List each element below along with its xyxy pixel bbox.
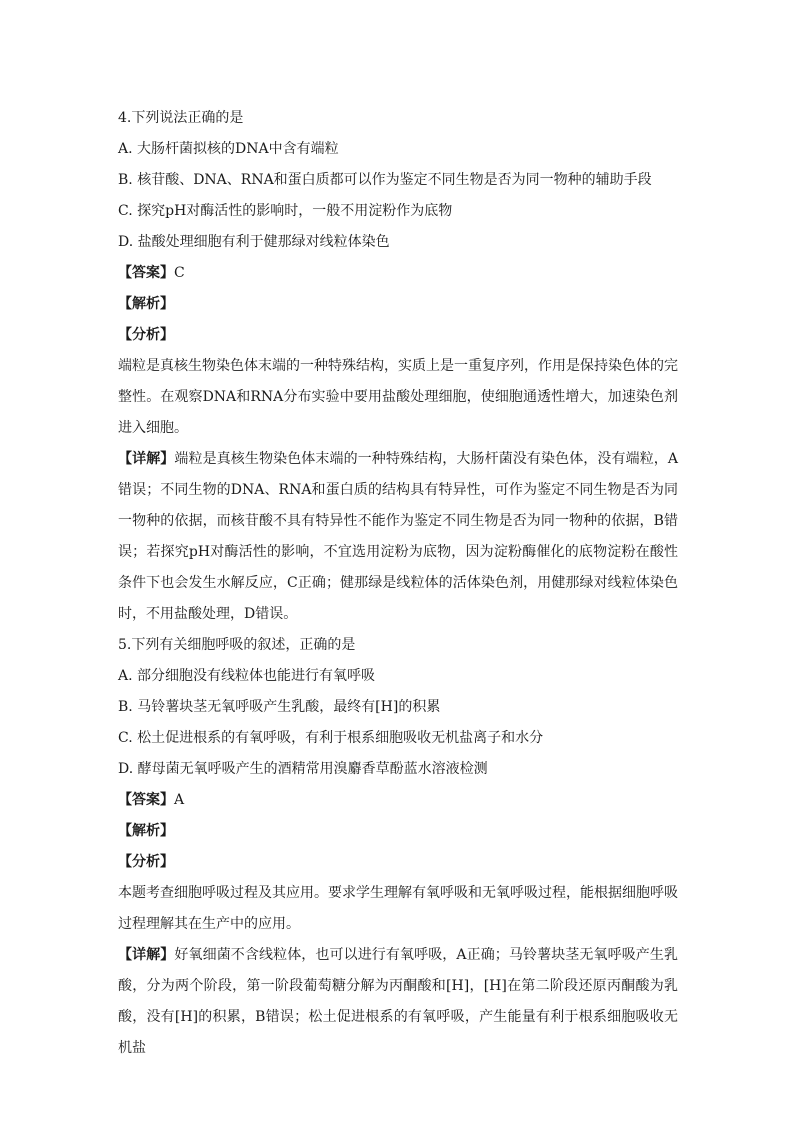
answer-label: 【答案】 [118,265,174,281]
question-4-stem: 4.下列说法正确的是 [118,110,244,126]
answer-value: C [174,265,185,281]
question-4-detail [118,444,678,630]
question-4-option-a: A. 大肠杆菌拟核的DNA中含有端粒 [118,141,339,157]
document-content [118,103,678,1064]
question-5-fenxi-text: 本题考查细胞呼吸过程及其应用。要求学生理解有氧呼吸和无氧呼吸过程，能根据细胞呼吸过程理解其在生产中的应用。 [118,885,678,932]
question-5-answer [118,785,678,816]
answer-value: A [174,792,185,808]
question-5-detail [118,940,678,1064]
question-5-stem: 5.下列有关细胞呼吸的叙述，正确的是 [118,637,356,653]
question-5-option-a: A. 部分细胞没有线粒体也能进行有氧呼吸 [118,668,376,684]
question-4-option-c: C. 探究pH对酶活性的影响时，一般不用淀粉作为底物 [118,203,453,219]
question-4-fenxi-label: 【分析】 [118,327,174,343]
question-4-analysis-label: 【解析】 [118,296,174,312]
detail-text: 好氧细菌不含线粒体，也可以进行有氧呼吸，A正确；马铃薯块茎无氧呼吸产生乳酸，分为两个阶段，第一阶段葡萄糖分解为丙酮酸和[H]，[H]在第二阶段还原丙酮酸为乳酸，没有[H]的积累，B错误；松土促进根系的有氧呼吸，产生能量有利于根系细胞吸收无机盐 [118,947,679,1056]
detail-label: 【详解】 [118,947,175,963]
question-5-option-c: C. 松土促进根系的有氧呼吸，有利于根系细胞吸收无机盐离子和水分 [118,730,544,746]
detail-label: 【详解】 [118,451,175,467]
question-4-answer [118,258,678,289]
question-4-option-d: D. 盐酸处理细胞有利于健那绿对线粒体染色 [118,234,390,250]
question-5-option-d: D. 酵母菌无氧呼吸产生的酒精常用溴麝香草酚蓝水溶液检测 [118,761,488,777]
question-5-option-b: B. 马铃薯块茎无氧呼吸产生乳酸，最终有[H]的积累 [118,699,441,715]
answer-label: 【答案】 [118,792,174,808]
question-5-fenxi-label: 【分析】 [118,854,174,870]
question-5-analysis-label: 【解析】 [118,823,174,839]
detail-text: 端粒是真核生物染色体末端的一种特殊结构，大肠杆菌没有染色体，没有端粒，A错误；不同生物的DNA、RNA和蛋白质的结构具有特异性，可作为鉴定不同生物是否为同一物种的依据，而核苷酸不具有特异性不能作为鉴定不同生物是否为同一物种的依据，B错误；若探究pH对酶活性的影响，不宜选用淀粉为底物，因为淀粉酶催化的底物淀粉在酸性条件下也会发生水解反应，C正确；健那绿是线粒体的活体染色剂，用健那绿对线粒体染色时，不用盐酸处理，D错误。 [118,451,679,622]
question-4-fenxi-text: 端粒是真核生物染色体末端的一种特殊结构，实质上是一重复序列，作用是保持染色体的完整性。在观察DNA和RNA分布实验中要用盐酸处理细胞，使细胞通透性增大，加速染色剂进入细胞。 [118,358,678,436]
question-4-option-b: B. 核苷酸、DNA、RNA和蛋白质都可以作为鉴定不同生物是否为同一物种的辅助手段 [118,172,652,188]
